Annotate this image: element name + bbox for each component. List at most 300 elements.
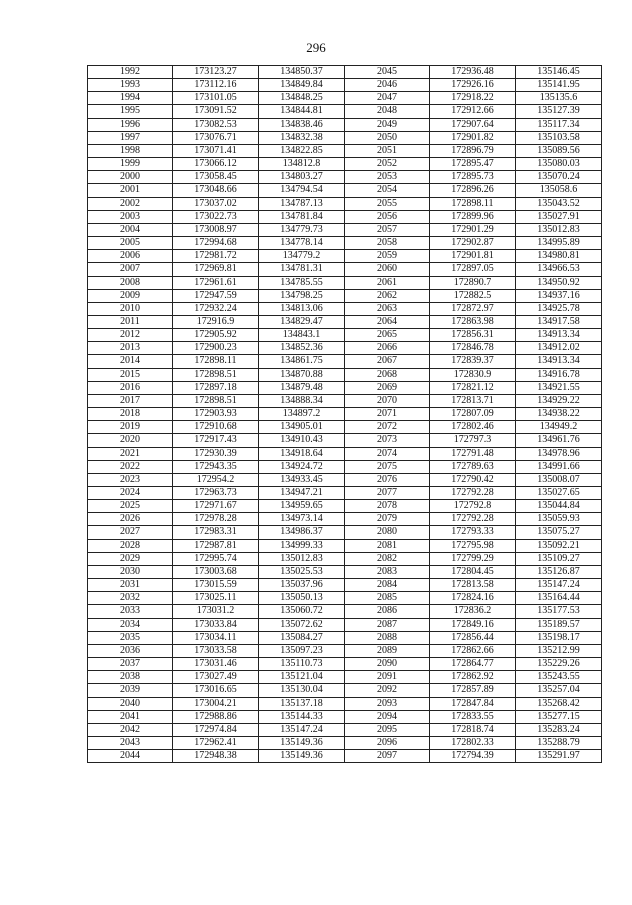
y-coordinate-cell: 135177.53 xyxy=(516,605,602,618)
point-number-cell: 2091 xyxy=(345,671,430,684)
table-row xyxy=(88,684,602,697)
table-row xyxy=(88,171,602,184)
x-coordinate-cell: 172962.41 xyxy=(173,736,259,749)
x-coordinate-cell: 172954.2 xyxy=(173,473,259,486)
point-number-cell: 2031 xyxy=(88,579,173,592)
y-coordinate-cell: 135012.83 xyxy=(259,552,345,565)
point-number-cell: 2079 xyxy=(345,513,430,526)
x-coordinate-cell: 172901.82 xyxy=(430,131,516,144)
y-coordinate-cell: 135137.18 xyxy=(259,697,345,710)
x-coordinate-cell: 172791.48 xyxy=(430,447,516,460)
y-coordinate-cell: 134785.55 xyxy=(259,276,345,289)
y-coordinate-cell: 135164.44 xyxy=(516,592,602,605)
point-number-cell: 2030 xyxy=(88,565,173,578)
table-row xyxy=(88,408,602,421)
point-number-cell: 2058 xyxy=(345,237,430,250)
point-number-cell: 2011 xyxy=(88,315,173,328)
coordinates-table xyxy=(87,65,602,763)
point-number-cell: 2070 xyxy=(345,394,430,407)
x-coordinate-cell: 172987.81 xyxy=(173,539,259,552)
y-coordinate-cell: 135092.21 xyxy=(516,539,602,552)
x-coordinate-cell: 172882.5 xyxy=(430,289,516,302)
y-coordinate-cell: 134849.84 xyxy=(259,79,345,92)
point-number-cell: 2047 xyxy=(345,92,430,105)
y-coordinate-cell: 135127.39 xyxy=(516,105,602,118)
x-coordinate-cell: 172988.86 xyxy=(173,710,259,723)
point-number-cell: 2024 xyxy=(88,487,173,500)
y-coordinate-cell: 135058.6 xyxy=(516,184,602,197)
point-number-cell: 2083 xyxy=(345,565,430,578)
y-coordinate-cell: 135043.52 xyxy=(516,197,602,210)
point-number-cell: 2084 xyxy=(345,579,430,592)
point-number-cell: 2043 xyxy=(88,736,173,749)
y-coordinate-cell: 134829.47 xyxy=(259,315,345,328)
x-coordinate-cell: 172947.59 xyxy=(173,289,259,302)
y-coordinate-cell: 134929.22 xyxy=(516,394,602,407)
x-coordinate-cell: 172936.48 xyxy=(430,66,516,79)
x-coordinate-cell: 172898.51 xyxy=(173,368,259,381)
point-number-cell: 2012 xyxy=(88,329,173,342)
table-row xyxy=(88,289,602,302)
y-coordinate-cell: 135109.27 xyxy=(516,552,602,565)
x-coordinate-cell: 172818.74 xyxy=(430,723,516,736)
table-row xyxy=(88,237,602,250)
y-coordinate-cell: 134905.01 xyxy=(259,421,345,434)
x-coordinate-cell: 172846.78 xyxy=(430,342,516,355)
table-row xyxy=(88,92,602,105)
y-coordinate-cell: 135147.24 xyxy=(259,723,345,736)
point-number-cell: 2061 xyxy=(345,276,430,289)
y-coordinate-cell: 134787.13 xyxy=(259,197,345,210)
x-coordinate-cell: 172943.35 xyxy=(173,460,259,473)
point-number-cell: 2094 xyxy=(345,710,430,723)
point-number-cell: 2051 xyxy=(345,144,430,157)
x-coordinate-cell: 173015.59 xyxy=(173,579,259,592)
y-coordinate-cell: 134779.73 xyxy=(259,223,345,236)
point-number-cell: 2069 xyxy=(345,381,430,394)
x-coordinate-cell: 173022.73 xyxy=(173,210,259,223)
point-number-cell: 2010 xyxy=(88,302,173,315)
point-number-cell: 2001 xyxy=(88,184,173,197)
y-coordinate-cell: 134852.36 xyxy=(259,342,345,355)
x-coordinate-cell: 172792.28 xyxy=(430,513,516,526)
y-coordinate-cell: 135044.84 xyxy=(516,500,602,513)
point-number-cell: 2066 xyxy=(345,342,430,355)
x-coordinate-cell: 172849.16 xyxy=(430,618,516,631)
page-number: 296 xyxy=(306,40,326,55)
x-coordinate-cell: 172918.22 xyxy=(430,92,516,105)
x-coordinate-cell: 172983.31 xyxy=(173,526,259,539)
y-coordinate-cell: 135072.62 xyxy=(259,618,345,631)
table-row xyxy=(88,250,602,263)
point-number-cell: 2014 xyxy=(88,355,173,368)
x-coordinate-cell: 172898.51 xyxy=(173,394,259,407)
table-row xyxy=(88,697,602,710)
x-coordinate-cell: 172961.61 xyxy=(173,276,259,289)
point-number-cell: 2049 xyxy=(345,118,430,131)
table-row xyxy=(88,565,602,578)
y-coordinate-cell: 135117.34 xyxy=(516,118,602,131)
table-row xyxy=(88,434,602,447)
y-coordinate-cell: 134781.31 xyxy=(259,263,345,276)
y-coordinate-cell: 134978.96 xyxy=(516,447,602,460)
table-row xyxy=(88,302,602,315)
x-coordinate-cell: 172963.73 xyxy=(173,487,259,500)
y-coordinate-cell: 135130.04 xyxy=(259,684,345,697)
point-number-cell: 2044 xyxy=(88,750,173,763)
table-row xyxy=(88,710,602,723)
table-row xyxy=(88,118,602,131)
table-row xyxy=(88,131,602,144)
y-coordinate-cell: 135126.87 xyxy=(516,565,602,578)
y-coordinate-cell: 135089.56 xyxy=(516,144,602,157)
x-coordinate-cell: 172862.66 xyxy=(430,644,516,657)
y-coordinate-cell: 134832.38 xyxy=(259,131,345,144)
y-coordinate-cell: 135149.36 xyxy=(259,750,345,763)
point-number-cell: 1994 xyxy=(88,92,173,105)
x-coordinate-cell: 173016.65 xyxy=(173,684,259,697)
y-coordinate-cell: 135027.91 xyxy=(516,210,602,223)
y-coordinate-cell: 134861.75 xyxy=(259,355,345,368)
point-number-cell: 2075 xyxy=(345,460,430,473)
x-coordinate-cell: 173082.53 xyxy=(173,118,259,131)
x-coordinate-cell: 172833.55 xyxy=(430,710,516,723)
x-coordinate-cell: 172821.12 xyxy=(430,381,516,394)
point-number-cell: 2035 xyxy=(88,631,173,644)
y-coordinate-cell: 134924.72 xyxy=(259,460,345,473)
y-coordinate-cell: 134947.21 xyxy=(259,487,345,500)
table-row xyxy=(88,552,602,565)
x-coordinate-cell: 173066.12 xyxy=(173,158,259,171)
x-coordinate-cell: 172995.74 xyxy=(173,552,259,565)
y-coordinate-cell: 135060.72 xyxy=(259,605,345,618)
point-number-cell: 2023 xyxy=(88,473,173,486)
point-number-cell: 2019 xyxy=(88,421,173,434)
x-coordinate-cell: 172903.93 xyxy=(173,408,259,421)
point-number-cell: 2096 xyxy=(345,736,430,749)
y-coordinate-cell: 135291.97 xyxy=(516,750,602,763)
point-number-cell: 2040 xyxy=(88,697,173,710)
table-row xyxy=(88,144,602,157)
table-row xyxy=(88,342,602,355)
point-number-cell: 2036 xyxy=(88,644,173,657)
point-number-cell: 2068 xyxy=(345,368,430,381)
y-coordinate-cell: 134961.76 xyxy=(516,434,602,447)
y-coordinate-cell: 134848.25 xyxy=(259,92,345,105)
x-coordinate-cell: 172901.81 xyxy=(430,250,516,263)
x-coordinate-cell: 172802.46 xyxy=(430,421,516,434)
y-coordinate-cell: 134918.64 xyxy=(259,447,345,460)
point-number-cell: 2056 xyxy=(345,210,430,223)
point-number-cell: 2073 xyxy=(345,434,430,447)
x-coordinate-cell: 172799.29 xyxy=(430,552,516,565)
x-coordinate-cell: 172898.11 xyxy=(430,197,516,210)
x-coordinate-cell: 173101.05 xyxy=(173,92,259,105)
y-coordinate-cell: 134813.06 xyxy=(259,302,345,315)
y-coordinate-cell: 135037.96 xyxy=(259,579,345,592)
point-number-cell: 2089 xyxy=(345,644,430,657)
x-coordinate-cell: 172930.39 xyxy=(173,447,259,460)
x-coordinate-cell: 172901.29 xyxy=(430,223,516,236)
point-number-cell: 2033 xyxy=(88,605,173,618)
y-coordinate-cell: 135146.45 xyxy=(516,66,602,79)
point-number-cell: 2082 xyxy=(345,552,430,565)
point-number-cell: 2076 xyxy=(345,473,430,486)
point-number-cell: 2041 xyxy=(88,710,173,723)
x-coordinate-cell: 173031.46 xyxy=(173,658,259,671)
x-coordinate-cell: 172902.87 xyxy=(430,237,516,250)
table-row xyxy=(88,276,602,289)
point-number-cell: 2052 xyxy=(345,158,430,171)
table-row xyxy=(88,105,602,118)
table-row xyxy=(88,158,602,171)
point-number-cell: 2065 xyxy=(345,329,430,342)
x-coordinate-cell: 172969.81 xyxy=(173,263,259,276)
point-number-cell: 2085 xyxy=(345,592,430,605)
table-row xyxy=(88,381,602,394)
point-number-cell: 2025 xyxy=(88,500,173,513)
y-coordinate-cell: 134879.48 xyxy=(259,381,345,394)
y-coordinate-cell: 135243.55 xyxy=(516,671,602,684)
y-coordinate-cell: 135080.03 xyxy=(516,158,602,171)
table-row xyxy=(88,315,602,328)
y-coordinate-cell: 135097.23 xyxy=(259,644,345,657)
point-number-cell: 2086 xyxy=(345,605,430,618)
point-number-cell: 2048 xyxy=(345,105,430,118)
y-coordinate-cell: 134843.1 xyxy=(259,329,345,342)
x-coordinate-cell: 173008.97 xyxy=(173,223,259,236)
y-coordinate-cell: 135229.26 xyxy=(516,658,602,671)
y-coordinate-cell: 135149.36 xyxy=(259,736,345,749)
y-coordinate-cell: 135147.24 xyxy=(516,579,602,592)
x-coordinate-cell: 172994.68 xyxy=(173,237,259,250)
x-coordinate-cell: 172856.44 xyxy=(430,631,516,644)
x-coordinate-cell: 172794.39 xyxy=(430,750,516,763)
point-number-cell: 1997 xyxy=(88,131,173,144)
y-coordinate-cell: 134781.84 xyxy=(259,210,345,223)
x-coordinate-cell: 172900.23 xyxy=(173,342,259,355)
x-coordinate-cell: 172896.26 xyxy=(430,184,516,197)
y-coordinate-cell: 134778.14 xyxy=(259,237,345,250)
y-coordinate-cell: 134999.33 xyxy=(259,539,345,552)
x-coordinate-cell: 172899.96 xyxy=(430,210,516,223)
table-row xyxy=(88,605,602,618)
table-row xyxy=(88,671,602,684)
table-row xyxy=(88,473,602,486)
y-coordinate-cell: 134921.55 xyxy=(516,381,602,394)
y-coordinate-cell: 135144.33 xyxy=(259,710,345,723)
x-coordinate-cell: 173112.16 xyxy=(173,79,259,92)
x-coordinate-cell: 173123.27 xyxy=(173,66,259,79)
point-number-cell: 2032 xyxy=(88,592,173,605)
point-number-cell: 2004 xyxy=(88,223,173,236)
point-number-cell: 2090 xyxy=(345,658,430,671)
x-coordinate-cell: 173037.02 xyxy=(173,197,259,210)
x-coordinate-cell: 173071.41 xyxy=(173,144,259,157)
point-number-cell: 2064 xyxy=(345,315,430,328)
y-coordinate-cell: 135050.13 xyxy=(259,592,345,605)
point-number-cell: 2057 xyxy=(345,223,430,236)
point-number-cell: 2038 xyxy=(88,671,173,684)
point-number-cell: 2095 xyxy=(345,723,430,736)
point-number-cell: 2039 xyxy=(88,684,173,697)
point-number-cell: 2000 xyxy=(88,171,173,184)
point-number-cell: 2059 xyxy=(345,250,430,263)
y-coordinate-cell: 134912.02 xyxy=(516,342,602,355)
table-row xyxy=(88,644,602,657)
point-number-cell: 2092 xyxy=(345,684,430,697)
y-coordinate-cell: 134822.85 xyxy=(259,144,345,157)
y-coordinate-cell: 134991.66 xyxy=(516,460,602,473)
x-coordinate-cell: 172795.98 xyxy=(430,539,516,552)
point-number-cell: 2028 xyxy=(88,539,173,552)
x-coordinate-cell: 172793.33 xyxy=(430,526,516,539)
point-number-cell: 2008 xyxy=(88,276,173,289)
x-coordinate-cell: 172926.16 xyxy=(430,79,516,92)
y-coordinate-cell: 134916.78 xyxy=(516,368,602,381)
y-coordinate-cell: 134779.2 xyxy=(259,250,345,263)
point-number-cell: 2067 xyxy=(345,355,430,368)
point-number-cell: 2006 xyxy=(88,250,173,263)
table-row xyxy=(88,750,602,763)
x-coordinate-cell: 172830.9 xyxy=(430,368,516,381)
y-coordinate-cell: 134959.65 xyxy=(259,500,345,513)
point-number-cell: 2013 xyxy=(88,342,173,355)
x-coordinate-cell: 172895.73 xyxy=(430,171,516,184)
point-number-cell: 2003 xyxy=(88,210,173,223)
table-row xyxy=(88,394,602,407)
y-coordinate-cell: 134794.54 xyxy=(259,184,345,197)
point-number-cell: 2007 xyxy=(88,263,173,276)
point-number-cell: 2071 xyxy=(345,408,430,421)
y-coordinate-cell: 134897.2 xyxy=(259,408,345,421)
y-coordinate-cell: 135257.04 xyxy=(516,684,602,697)
table-row xyxy=(88,79,602,92)
point-number-cell: 2018 xyxy=(88,408,173,421)
y-coordinate-cell: 134812.8 xyxy=(259,158,345,171)
table-row xyxy=(88,329,602,342)
coordinates-table-body xyxy=(88,66,602,763)
table-row xyxy=(88,66,602,79)
y-coordinate-cell: 134980.81 xyxy=(516,250,602,263)
point-number-cell: 2009 xyxy=(88,289,173,302)
y-coordinate-cell: 134973.14 xyxy=(259,513,345,526)
x-coordinate-cell: 172896.79 xyxy=(430,144,516,157)
y-coordinate-cell: 135268.42 xyxy=(516,697,602,710)
point-number-cell: 2077 xyxy=(345,487,430,500)
y-coordinate-cell: 134910.43 xyxy=(259,434,345,447)
point-number-cell: 2072 xyxy=(345,421,430,434)
point-number-cell: 2029 xyxy=(88,552,173,565)
point-number-cell: 2022 xyxy=(88,460,173,473)
point-number-cell: 2027 xyxy=(88,526,173,539)
y-coordinate-cell: 135141.95 xyxy=(516,79,602,92)
x-coordinate-cell: 172797.3 xyxy=(430,434,516,447)
point-number-cell: 2078 xyxy=(345,500,430,513)
x-coordinate-cell: 173034.11 xyxy=(173,631,259,644)
y-coordinate-cell: 135288.79 xyxy=(516,736,602,749)
y-coordinate-cell: 135084.27 xyxy=(259,631,345,644)
x-coordinate-cell: 172790.42 xyxy=(430,473,516,486)
x-coordinate-cell: 173058.45 xyxy=(173,171,259,184)
x-coordinate-cell: 172857.89 xyxy=(430,684,516,697)
table-row xyxy=(88,723,602,736)
table-row xyxy=(88,460,602,473)
y-coordinate-cell: 135027.65 xyxy=(516,487,602,500)
point-number-cell: 2074 xyxy=(345,447,430,460)
x-coordinate-cell: 172847.84 xyxy=(430,697,516,710)
point-number-cell: 2054 xyxy=(345,184,430,197)
x-coordinate-cell: 172836.2 xyxy=(430,605,516,618)
point-number-cell: 2050 xyxy=(345,131,430,144)
x-coordinate-cell: 173033.84 xyxy=(173,618,259,631)
x-coordinate-cell: 172897.18 xyxy=(173,381,259,394)
point-number-cell: 2021 xyxy=(88,447,173,460)
x-coordinate-cell: 173031.2 xyxy=(173,605,259,618)
x-coordinate-cell: 173076.71 xyxy=(173,131,259,144)
table-row xyxy=(88,592,602,605)
table-row xyxy=(88,658,602,671)
table-row xyxy=(88,500,602,513)
x-coordinate-cell: 172813.58 xyxy=(430,579,516,592)
x-coordinate-cell: 172864.77 xyxy=(430,658,516,671)
x-coordinate-cell: 172863.98 xyxy=(430,315,516,328)
y-coordinate-cell: 134938.22 xyxy=(516,408,602,421)
y-coordinate-cell: 134986.37 xyxy=(259,526,345,539)
y-coordinate-cell: 135283.24 xyxy=(516,723,602,736)
y-coordinate-cell: 134950.92 xyxy=(516,276,602,289)
y-coordinate-cell: 135212.99 xyxy=(516,644,602,657)
y-coordinate-cell: 134850.37 xyxy=(259,66,345,79)
table-row xyxy=(88,421,602,434)
table-row xyxy=(88,210,602,223)
y-coordinate-cell: 134966.53 xyxy=(516,263,602,276)
table-row xyxy=(88,447,602,460)
y-coordinate-cell: 135075.27 xyxy=(516,526,602,539)
x-coordinate-cell: 172789.63 xyxy=(430,460,516,473)
x-coordinate-cell: 172905.92 xyxy=(173,329,259,342)
x-coordinate-cell: 172912.66 xyxy=(430,105,516,118)
point-number-cell: 2060 xyxy=(345,263,430,276)
x-coordinate-cell: 172862.92 xyxy=(430,671,516,684)
y-coordinate-cell: 135103.58 xyxy=(516,131,602,144)
table-row xyxy=(88,223,602,236)
table-row xyxy=(88,263,602,276)
x-coordinate-cell: 172907.64 xyxy=(430,118,516,131)
x-coordinate-cell: 172802.33 xyxy=(430,736,516,749)
y-coordinate-cell: 135110.73 xyxy=(259,658,345,671)
x-coordinate-cell: 172807.09 xyxy=(430,408,516,421)
x-coordinate-cell: 172792.8 xyxy=(430,500,516,513)
x-coordinate-cell: 172917.43 xyxy=(173,434,259,447)
point-number-cell: 2062 xyxy=(345,289,430,302)
y-coordinate-cell: 134949.2 xyxy=(516,421,602,434)
x-coordinate-cell: 173048.66 xyxy=(173,184,259,197)
y-coordinate-cell: 134798.25 xyxy=(259,289,345,302)
point-number-cell: 2053 xyxy=(345,171,430,184)
point-number-cell: 2020 xyxy=(88,434,173,447)
y-coordinate-cell: 134933.45 xyxy=(259,473,345,486)
x-coordinate-cell: 172932.24 xyxy=(173,302,259,315)
point-number-cell: 2080 xyxy=(345,526,430,539)
point-number-cell: 2017 xyxy=(88,394,173,407)
x-coordinate-cell: 172974.84 xyxy=(173,723,259,736)
table-row xyxy=(88,736,602,749)
x-coordinate-cell: 172898.11 xyxy=(173,355,259,368)
x-coordinate-cell: 172856.31 xyxy=(430,329,516,342)
y-coordinate-cell: 134925.78 xyxy=(516,302,602,315)
point-number-cell: 2093 xyxy=(345,697,430,710)
